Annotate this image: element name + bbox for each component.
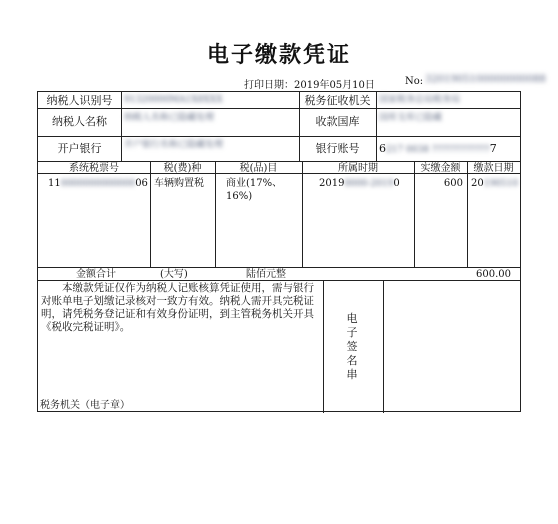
bank-label: 开户银行 bbox=[57, 142, 102, 155]
col-ticket-no: 系统税票号 bbox=[69, 163, 119, 174]
table-row-date bbox=[471, 177, 520, 190]
treasury-label: 收款国库 bbox=[315, 115, 360, 128]
treasury-value: 国库支库已隐藏 bbox=[379, 113, 443, 123]
account-value bbox=[379, 142, 519, 156]
account-value-middle: 217 0038 ???????????? bbox=[386, 145, 490, 155]
col-amount: 实缴金额 bbox=[420, 163, 461, 174]
ticket-no-suffix: 06 bbox=[135, 178, 148, 189]
voucher-number-label: No: bbox=[405, 76, 424, 87]
voucher-form bbox=[37, 91, 521, 412]
period-hidden: 0000-2019 bbox=[344, 179, 394, 189]
document-title: 电子缴款凭证 bbox=[206, 42, 351, 68]
col-item: 税(品)目 bbox=[239, 163, 278, 174]
tax-authority-seal-label: 税务机关（电子章） bbox=[40, 400, 130, 411]
voucher-number-value: 3201905100000000088 bbox=[425, 74, 546, 85]
electronic-signature-label: 电子签名串 bbox=[346, 312, 358, 381]
period-prefix: 2019 bbox=[319, 178, 345, 189]
account-label: 银行账号 bbox=[315, 142, 360, 155]
period-suffix: 0 bbox=[393, 178, 400, 189]
voucher-note: 本缴款凭证仅作为纳税人记账核算凭证使用，需与银行对账单电子划缴记录核对一致方有效。纳税人需开具完税证明，请凭税务登记证和有效身份证明，到主管税务机关开具《税收完税证明》。 bbox=[41, 282, 314, 333]
col-date: 缴款日期 bbox=[473, 163, 514, 174]
ticket-no-prefix: 11 bbox=[48, 178, 61, 189]
date-prefix: 20 bbox=[471, 178, 484, 189]
print-date: 打印日期：2019年05月10日 bbox=[244, 80, 375, 91]
date-hidden: 190510 bbox=[483, 179, 519, 189]
taxpayer-id-label: 纳税人识别号 bbox=[46, 94, 113, 107]
total-capital-label: (大写) bbox=[160, 269, 188, 280]
taxpayer-id-value: 91320000MA1X8XXX bbox=[124, 95, 223, 105]
table-row-ticket-no bbox=[48, 177, 150, 190]
total-label: 金额合计 bbox=[76, 269, 116, 280]
bank-value: 开户银行名称已隐藏处理 bbox=[124, 140, 224, 150]
account-value-prefix: 6 bbox=[379, 142, 386, 155]
table-row-item: 商业(17%、16%) bbox=[226, 178, 283, 202]
total-amount: 600.00 bbox=[476, 269, 511, 280]
table-row-amount: 600 bbox=[443, 178, 463, 189]
account-value-suffix: 7 bbox=[489, 142, 497, 155]
tax-authority-label: 税务征收机关 bbox=[304, 94, 371, 107]
ticket-no-hidden: 0000000000000 bbox=[60, 179, 136, 189]
tax-authority-value: 国家税务总局税务局 bbox=[379, 95, 461, 105]
col-tax-type: 税(费)种 bbox=[163, 163, 202, 174]
taxpayer-name-value: 纳税人名称已隐藏处理 bbox=[124, 113, 215, 123]
taxpayer-name-label: 纳税人名称 bbox=[52, 115, 107, 128]
total-capital-value: 陆佰元整 bbox=[246, 269, 286, 280]
col-period: 所属时期 bbox=[338, 163, 378, 174]
table-row-period bbox=[319, 177, 414, 190]
table-row-tax-type: 车辆购置税 bbox=[154, 178, 204, 189]
